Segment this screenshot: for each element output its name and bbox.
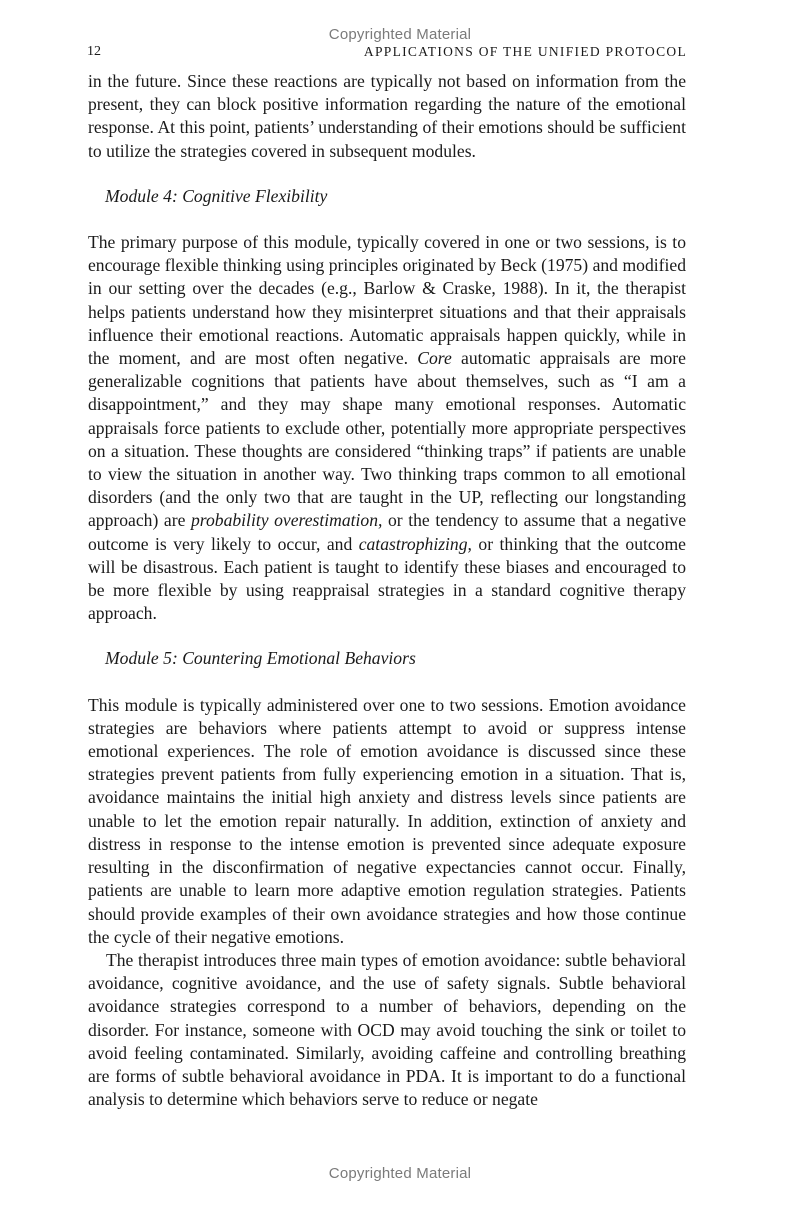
running-head bbox=[87, 44, 687, 64]
term-probability-overestimation: probability overestimation, bbox=[190, 510, 383, 531]
text-run: or the tendency to assume that a negative outcome is very likely to occur, and bbox=[88, 510, 687, 554]
module-5-paragraph-2: The therapist introduces three main types of emotion avoidance: subtle behavioral avoidance, cognitive avoidance, and the use of safety signals. Subtle behavioral avoidance strategies correspond to a number of behaviors, depending on the disorder. For instance, someone with OCD may avoid touching the sink or toilet to avoid feeling contaminated. Similarly, avoiding caffeine and controlling breathing are forms of subtle behavioral avoidance in PDA. It is important to do a functional analysis to determine which behaviors serve to reduce or negate bbox=[88, 949, 686, 1110]
module-5-heading: Module 5: Countering Emotional Behaviors bbox=[105, 648, 416, 669]
copyright-watermark-top: Copyrighted Material bbox=[328, 26, 472, 43]
module-4-heading: Module 4: Cognitive Flexibility bbox=[105, 185, 328, 206]
page-number: 12 bbox=[87, 44, 101, 59]
module-5-paragraph-1: This module is typically administered over one to two sessions. Emotion avoidance strategies are behaviors where patients attempt to avoid or suppress intense emotional experiences. The role of emotion avoidance is discussed since these strategies prevent patients from fully experiencing emotion in a situation. That is, avoidance maintains the initial high anxiety and distress levels since patients are unable to let the emotion repair naturally. In addition, extinction of anxiety and distress in response to the intense emotion is prevented since adequate exposure resulting in the disconfirmation of negative expectancies cannot occur. Finally, patients are unable to learn more adaptive emotion regulation strategies. Patients should provide examples of their own avoidance strategies and how those continue the cycle of their negative emotions. bbox=[88, 694, 686, 947]
running-title: APPLICATIONS OF THE UNIFIED PROTOCOL bbox=[363, 44, 687, 59]
page-body bbox=[88, 70, 686, 1111]
text-run: automatic appraisals are more generalizable cognitions that patients have about themselves, such as “I am a disappointment,” and they may shape many emotional responses. Automatic appraisals force patients to exclude other, potentially more appropriate perspectives on a situation. These thoughts are considered “thinking traps” if patients are unable to view the situation in another way. Two thinking traps common to all emotional disorders (and the only two that are taught in the UP, reflecting our longstanding approach) are bbox=[88, 348, 686, 531]
copyright-watermark-bottom: Copyrighted Material bbox=[328, 1165, 472, 1182]
text-run: or thinking that the outcome will be disastrous. Each patient is taught to identify these biases and encouraged to be more flexible by using reappraisal strategies in a standard cognitive therapy approach. bbox=[88, 533, 686, 624]
intro-paragraph: in the future. Since these reactions are typically not based on information from the present, they can block positive information regarding the nature of the emotional response. At this point, patients’ understanding of their emotions should be sufficient to utilize the strategies covered in subsequent modules. bbox=[88, 71, 686, 161]
term-catastrophizing: catastrophizing, bbox=[358, 533, 472, 554]
module-4-paragraph bbox=[88, 231, 686, 625]
text-run: The primary purpose of this module, typically covered in one or two sessions, is to encourage flexible thinking using principles originated by Beck (1975) and modified in our setting over the decades (e.g., Barlow & Craske, 1988). In it, the therapist helps patients understand how they misinterpret situations and that their appraisals influence their emotional reactions. Automatic appraisals happen quickly, while in the moment, and are most often negative. bbox=[88, 232, 686, 369]
emphasis-core: Core bbox=[417, 348, 452, 369]
